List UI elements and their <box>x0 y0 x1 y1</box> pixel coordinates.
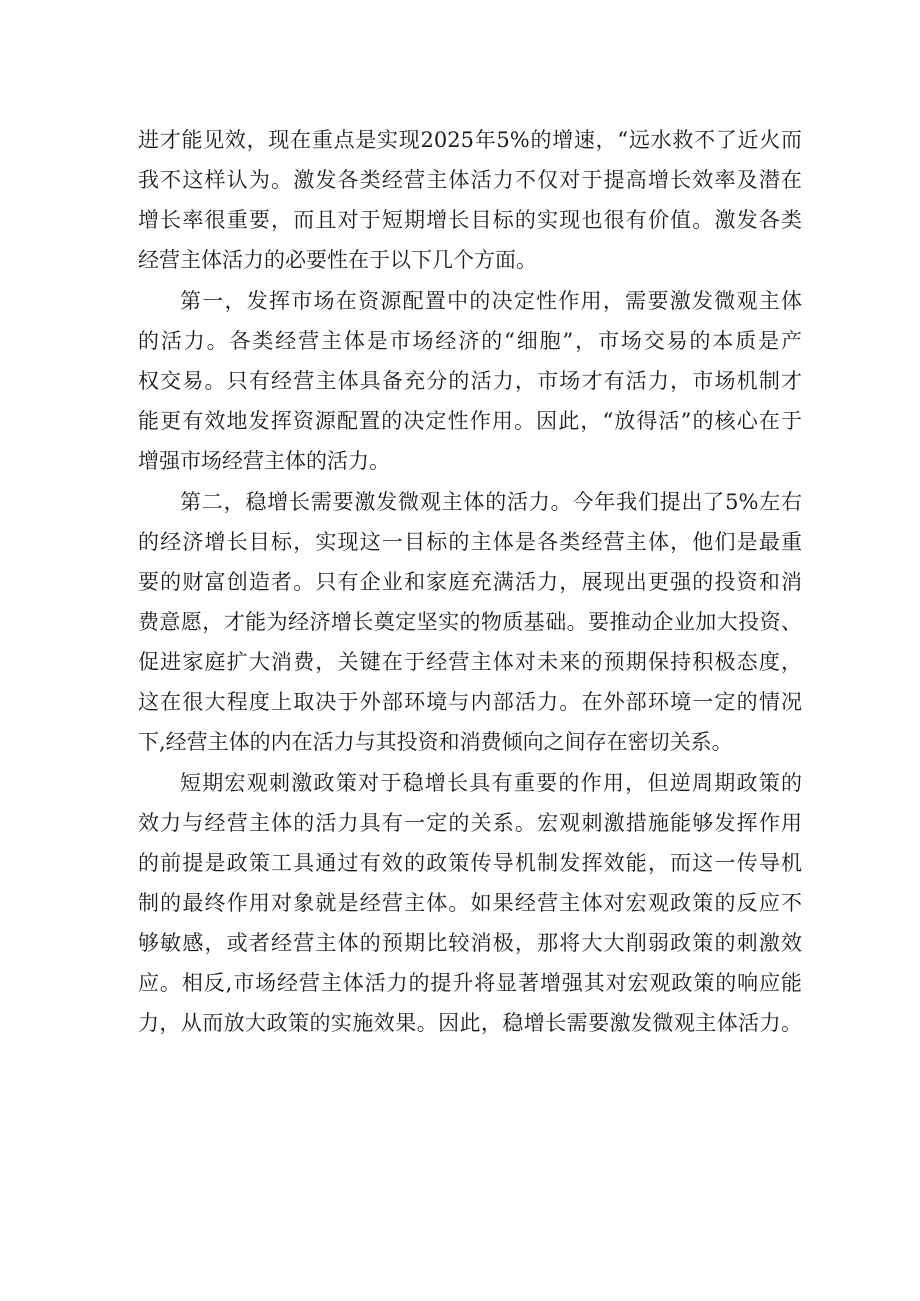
paragraph-line: 短期宏观刺激政策对于稳增长具有重要的作用，但逆周期政策的 <box>180 771 802 795</box>
paragraph-line: 我不这样认为。激发各类经营主体活力不仅对于提高增长效率及潜在 <box>138 168 802 192</box>
paragraph-line: 力，从而放大政策的实施效果。因此，稳增长需要激发微观主体活力。 <box>138 1011 802 1035</box>
paragraph-line: 能更有效地发挥资源配置的决定性作用。因此，“放得活”的核心在于 <box>138 409 802 433</box>
paragraph <box>138 281 802 481</box>
paragraph-line: 权交易。只有经营主体具备充分的活力，市场才有活力，市场机制才 <box>138 369 802 393</box>
paragraph-line: 促进家庭扩大消费，关键在于经营主体对未来的预期保持积极态度， <box>138 650 802 674</box>
paragraph-line: 进才能见效，现在重点是实现2025年5%的增速，“远水救不了近火而 <box>138 128 802 152</box>
paragraph-line: 经营主体活力的必要性在于以下几个方面。 <box>138 248 537 272</box>
paragraph-line: 第一，发挥市场在资源配置中的决定性作用，需要激发微观主体 <box>180 289 802 313</box>
paragraph-line: 的活力。各类经营主体是市场经济的“细胞”，市场交易的本质是产 <box>138 329 802 353</box>
paragraph-line: 这在很大程度上取决于外部环境与内部活力。在外部环境一定的情况 <box>138 690 802 714</box>
document-body <box>138 120 802 1043</box>
paragraph-line: 增长率很重要，而且对于短期增长目标的实现也很有价值。激发各类 <box>138 208 802 232</box>
paragraph-line: 应。相反,市场经营主体活力的提升将显著增强其对宏观政策的响应能 <box>138 971 802 995</box>
paragraph <box>138 120 802 280</box>
paragraph-line: 下,经营主体的内在活力与其投资和消费倾向之间存在密切关系。 <box>138 730 733 754</box>
paragraph-line: 要的财富创造者。只有企业和家庭充满活力，展现出更强的投资和消 <box>138 570 802 594</box>
paragraph-line: 的前提是政策工具通过有效的政策传导机制发挥效能，而这一传导机 <box>138 851 802 875</box>
paragraph-line: 的经济增长目标，实现这一目标的主体是各类经营主体，他们是最重 <box>138 530 802 554</box>
paragraph <box>138 763 802 1043</box>
paragraph-line: 制的最终作用对象就是经营主体。如果经营主体对宏观政策的反应不 <box>138 891 802 915</box>
paragraph-line: 效力与经营主体的活力具有一定的关系。宏观刺激措施能够发挥作用 <box>138 811 802 835</box>
paragraph <box>138 482 802 762</box>
paragraph-line: 费意愿，才能为经济增长奠定坚实的物质基础。要推动企业加大投资、 <box>138 610 802 634</box>
paragraph-line: 够敏感，或者经营主体的预期比较消极，那将大大削弱政策的刺激效 <box>138 931 802 955</box>
paragraph-line: 增强市场经营主体的活力。 <box>138 449 390 473</box>
paragraph-line: 第二，稳增长需要激发微观主体的活力。今年我们提出了5%左右 <box>180 490 802 514</box>
